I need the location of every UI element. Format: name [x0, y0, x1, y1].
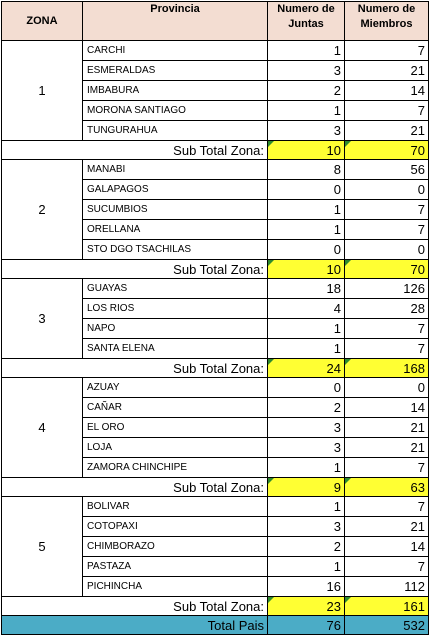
comment-marker-icon — [268, 597, 274, 603]
subtotal-juntas-value: 10 — [326, 142, 341, 158]
subtotal-juntas — [268, 597, 345, 616]
comment-marker-icon — [268, 141, 274, 147]
subtotal-juntas — [268, 359, 345, 378]
header-zona: ZONA — [2, 2, 83, 41]
juntas-count: 1 — [268, 41, 345, 61]
subtotal-row — [2, 260, 429, 279]
subtotal-miembros-value: 168 — [403, 360, 425, 376]
subtotal-juntas-value: 9 — [333, 479, 341, 495]
miembros-count: 14 — [345, 398, 429, 418]
miembros-count: 7 — [345, 101, 429, 121]
province-name: LOJA — [83, 438, 268, 458]
comment-marker-icon — [345, 359, 351, 365]
province-name: BOLIVAR — [83, 497, 268, 517]
miembros-count: 0 — [345, 240, 429, 260]
subtotal-juntas-value: 24 — [326, 360, 341, 376]
table-row — [2, 378, 429, 398]
juntas-count: 1 — [268, 200, 345, 220]
header-row — [2, 2, 429, 41]
juntas-count: 1 — [268, 101, 345, 121]
juntas-count: 3 — [268, 61, 345, 81]
juntas-count: 8 — [268, 160, 345, 180]
zone-number: 3 — [2, 279, 83, 359]
subtotal-miembros — [345, 141, 429, 160]
juntas-count: 2 — [268, 398, 345, 418]
juntas-count: 3 — [268, 517, 345, 537]
juntas-count: 1 — [268, 339, 345, 359]
juntas-count: 3 — [268, 418, 345, 438]
juntas-count: 1 — [268, 319, 345, 339]
miembros-count: 126 — [345, 279, 429, 299]
subtotal-miembros-value: 70 — [410, 142, 425, 158]
subtotal-label: Sub Total Zona: — [2, 359, 268, 378]
subtotal-juntas-value: 10 — [326, 261, 341, 277]
comment-marker-icon — [268, 478, 274, 484]
header-miembros-line1: Numero de — [357, 3, 416, 15]
miembros-count: 56 — [345, 160, 429, 180]
table-body — [2, 41, 429, 635]
comment-marker-icon — [268, 260, 274, 266]
subtotal-row — [2, 359, 429, 378]
province-name: PASTAZA — [83, 557, 268, 577]
subtotal-miembros — [345, 478, 429, 497]
miembros-count: 7 — [345, 497, 429, 517]
subtotal-miembros-value: 70 — [410, 261, 425, 277]
table-row — [2, 160, 429, 180]
total-miembros: 532 — [345, 616, 429, 635]
miembros-count: 21 — [345, 418, 429, 438]
province-name: EL ORO — [83, 418, 268, 438]
province-name: GALAPAGOS — [83, 180, 268, 200]
province-name: ESMERALDAS — [83, 61, 268, 81]
province-name: ZAMORA CHINCHIPE — [83, 458, 268, 478]
juntas-count: 3 — [268, 121, 345, 141]
total-juntas: 76 — [268, 616, 345, 635]
table-row — [2, 279, 429, 299]
province-name: GUAYAS — [83, 279, 268, 299]
subtotal-miembros-value: 161 — [403, 598, 425, 614]
province-name: SUCUMBIOS — [83, 200, 268, 220]
miembros-count: 7 — [345, 220, 429, 240]
zone-number: 2 — [2, 160, 83, 260]
comment-marker-icon — [345, 597, 351, 603]
province-name: STO DGO TSACHILAS — [83, 240, 268, 260]
juntas-count: 18 — [268, 279, 345, 299]
juntas-count: 2 — [268, 537, 345, 557]
province-name: CAÑAR — [83, 398, 268, 418]
miembros-count: 21 — [345, 121, 429, 141]
province-name: PICHINCHA — [83, 577, 268, 597]
header-juntas-line2: Juntas — [288, 18, 324, 30]
province-name: AZUAY — [83, 378, 268, 398]
total-row — [2, 616, 429, 635]
comment-marker-icon — [268, 359, 274, 365]
miembros-count: 21 — [345, 438, 429, 458]
province-name: LOS RIOS — [83, 299, 268, 319]
juntas-count: 3 — [268, 438, 345, 458]
miembros-count: 14 — [345, 537, 429, 557]
miembros-count: 0 — [345, 378, 429, 398]
subtotal-label: Sub Total Zona: — [2, 597, 268, 616]
comment-marker-icon — [345, 141, 351, 147]
miembros-count: 7 — [345, 339, 429, 359]
province-name: MORONA SANTIAGO — [83, 101, 268, 121]
subtotal-row — [2, 478, 429, 497]
subtotal-miembros — [345, 359, 429, 378]
header-miembros-line2: Miembros — [360, 18, 413, 30]
province-name: COTOPAXI — [83, 517, 268, 537]
subtotal-miembros-value: 63 — [410, 479, 425, 495]
miembros-count: 112 — [345, 577, 429, 597]
total-label: Total Pais — [2, 616, 268, 635]
subtotal-row — [2, 141, 429, 160]
juntas-count: 1 — [268, 458, 345, 478]
miembros-count: 7 — [345, 458, 429, 478]
miembros-count: 21 — [345, 517, 429, 537]
header-miembros — [345, 2, 429, 41]
subtotal-juntas — [268, 260, 345, 279]
zone-number: 4 — [2, 378, 83, 478]
zone-number: 1 — [2, 41, 83, 141]
subtotal-miembros — [345, 260, 429, 279]
miembros-count: 7 — [345, 41, 429, 61]
subtotal-miembros — [345, 597, 429, 616]
subtotal-juntas — [268, 478, 345, 497]
juntas-count: 1 — [268, 497, 345, 517]
juntas-count: 4 — [268, 299, 345, 319]
juntas-count: 0 — [268, 180, 345, 200]
miembros-count: 28 — [345, 299, 429, 319]
header-provincia: Provincia — [83, 2, 268, 41]
province-name: SANTA ELENA — [83, 339, 268, 359]
miembros-count: 7 — [345, 319, 429, 339]
juntas-count: 2 — [268, 81, 345, 101]
subtotal-label: Sub Total Zona: — [2, 141, 268, 160]
province-name: MANABI — [83, 160, 268, 180]
juntas-count: 1 — [268, 220, 345, 240]
table-row — [2, 41, 429, 61]
zone-number: 5 — [2, 497, 83, 597]
subtotal-juntas-value: 23 — [326, 598, 341, 614]
comment-marker-icon — [345, 478, 351, 484]
province-name: NAPO — [83, 319, 268, 339]
province-name: ORELLANA — [83, 220, 268, 240]
juntas-table — [1, 1, 429, 635]
province-name: IMBABURA — [83, 81, 268, 101]
comment-marker-icon — [345, 260, 351, 266]
miembros-count: 14 — [345, 81, 429, 101]
subtotal-juntas — [268, 141, 345, 160]
miembros-count: 21 — [345, 61, 429, 81]
subtotal-label: Sub Total Zona: — [2, 260, 268, 279]
juntas-count: 16 — [268, 577, 345, 597]
juntas-count: 0 — [268, 240, 345, 260]
province-name: CHIMBORAZO — [83, 537, 268, 557]
province-name: TUNGURAHUA — [83, 121, 268, 141]
subtotal-label: Sub Total Zona: — [2, 478, 268, 497]
miembros-count: 7 — [345, 557, 429, 577]
province-name: CARCHI — [83, 41, 268, 61]
subtotal-row — [2, 597, 429, 616]
juntas-count: 0 — [268, 378, 345, 398]
juntas-count: 1 — [268, 557, 345, 577]
header-juntas — [268, 2, 345, 41]
header-juntas-line1: Numero de — [277, 3, 335, 15]
table-row — [2, 497, 429, 517]
miembros-count: 0 — [345, 180, 429, 200]
miembros-count: 7 — [345, 200, 429, 220]
